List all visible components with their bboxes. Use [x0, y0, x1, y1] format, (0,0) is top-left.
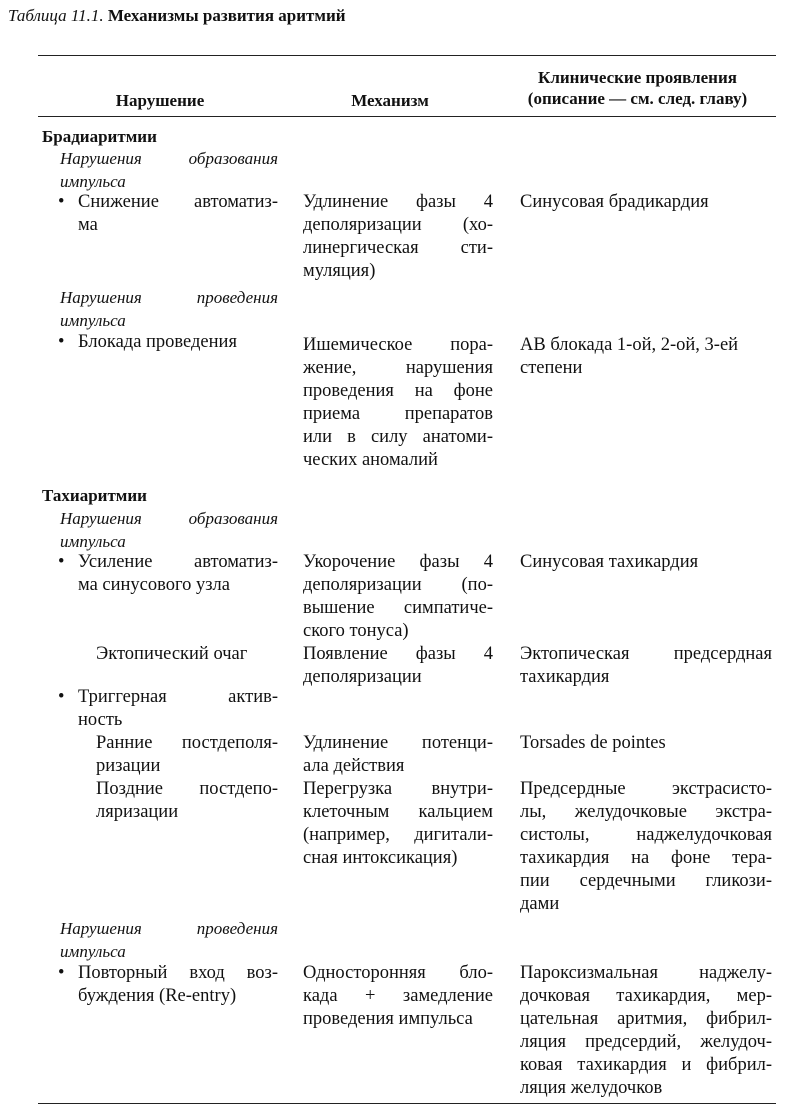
subsection-line: Нарушения образования	[60, 509, 278, 528]
mechanism-phase4-appearance	[303, 643, 493, 689]
disorder-triggered-activity	[78, 686, 278, 732]
mechanism-phase4-shortening	[303, 551, 493, 643]
text-line: сная интоксикация)	[303, 848, 458, 868]
text-line: приема препаратов	[303, 404, 493, 424]
text-line: (например, дигитали-	[303, 825, 493, 845]
header-clinical-line1: Клинические проявления	[538, 68, 737, 87]
text-line: клеточным кальцием	[303, 802, 493, 822]
text-line: вышение симпатиче-	[303, 598, 493, 618]
text-line: ляризации	[96, 802, 179, 822]
subsection-tachy-impulse-formation	[60, 507, 278, 553]
text-line: Блокада проведения	[78, 332, 237, 352]
disorder-reduced-automaticity	[78, 191, 278, 237]
text-line: Эктопический очаг	[96, 644, 248, 664]
text-line: АВ блокада 1-ой, 2-ой, 3-ей	[520, 335, 739, 355]
subsection-brady-impulse-formation	[60, 147, 278, 193]
text-line: дами	[520, 894, 560, 914]
text-line: проведения импульса	[303, 1009, 473, 1029]
text-line: деполяризации	[303, 667, 422, 687]
mechanism-action-potential-prolongation	[303, 732, 493, 778]
text-line: Снижение автоматиз-	[78, 192, 278, 212]
table-top-rule	[38, 55, 776, 56]
text-line: Предсердные экстрасисто-	[520, 779, 772, 799]
text-line: систолы, наджелудочковая	[520, 825, 772, 845]
clinical-av-block	[520, 334, 772, 380]
disorder-late-afterdepolarizations	[96, 778, 278, 824]
text-line: Эктопическая предсердная	[520, 644, 772, 664]
text-line: Ранние постдеполя-	[96, 733, 278, 753]
subsection-line: Нарушения проведения	[60, 919, 278, 938]
text-line: ляция предсердий, желудоч-	[520, 1032, 772, 1052]
section-tachyarrhythmias: Тахиаритмии	[42, 486, 147, 505]
text-line: Появление фазы 4	[303, 644, 493, 664]
text-line: лы, желудочковые экстра-	[520, 802, 772, 822]
text-line: проведения на фоне	[303, 381, 493, 401]
text-line: цательная аритмия, фибрил-	[520, 1009, 772, 1029]
section-bradyarrhythmias: Брадиаритмии	[42, 127, 157, 146]
text-line: пии сердечными гликози-	[520, 871, 772, 891]
text-line: или в силу анатоми-	[303, 427, 493, 447]
text-line: Односторонняя бло-	[303, 963, 493, 983]
text-line: деполяризации (по-	[303, 575, 493, 595]
text-line: Ишемическое пора-	[303, 335, 493, 355]
clinical-extrasystoles	[520, 778, 772, 916]
text-line: линергическая сти-	[303, 238, 493, 258]
text-line: Повторный вход воз-	[78, 963, 278, 983]
text-line: ма синусового узла	[78, 575, 231, 595]
header-clinical	[500, 67, 775, 109]
disorder-enhanced-automaticity	[78, 551, 278, 597]
text-line: тахикардия	[520, 667, 610, 687]
clinical-reentry-arrhythmias	[520, 962, 772, 1100]
clinical-sinus-bradycardia	[520, 191, 772, 214]
clinical-ectopic-atrial-tachycardia	[520, 643, 772, 689]
text-line: Укорочение фазы 4	[303, 552, 493, 572]
disorder-ectopic-focus	[96, 643, 278, 666]
subsection-line: импульса	[60, 532, 126, 551]
text-line: ковая тахикардия и фибрил-	[520, 1055, 772, 1075]
clinical-torsades	[520, 732, 772, 755]
table-number: Таблица 11.1.	[8, 6, 104, 25]
subsection-line: Нарушения образования	[60, 149, 278, 168]
subsection-line: импульса	[60, 172, 126, 191]
text-line: ского тонуса)	[303, 621, 409, 641]
text-line: Синусовая брадикардия	[520, 192, 709, 212]
header-rule	[38, 116, 776, 117]
disorder-conduction-block	[78, 331, 278, 354]
text-line: Пароксизмальная наджелу-	[520, 963, 772, 983]
header-mechanism: Механизм	[351, 91, 429, 110]
text-line: Триггерная актив-	[78, 687, 278, 707]
text-line: Удлинение потенци-	[303, 733, 493, 753]
text-line: Перегрузка внутри-	[303, 779, 493, 799]
text-line: тахикардия на фоне тера-	[520, 848, 772, 868]
subsection-line: Нарушения проведения	[60, 288, 278, 307]
text-line: када + замедление	[303, 986, 493, 1006]
text-line: Поздние постдепо-	[96, 779, 278, 799]
disorder-early-afterdepolarizations	[96, 732, 278, 778]
text-line: муляция)	[303, 261, 376, 281]
text-line: буждения (Re-entry)	[78, 986, 237, 1006]
mechanism-calcium-overload	[303, 778, 493, 870]
text-line: Усиление автоматиз-	[78, 552, 278, 572]
subsection-tachy-conduction	[60, 917, 278, 963]
text-line: жение, нарушения	[303, 358, 493, 378]
text-line: деполяризации (хо-	[303, 215, 493, 235]
subsection-line: импульса	[60, 942, 126, 961]
text-line: Torsades de pointes	[520, 733, 666, 753]
text-line: ность	[78, 710, 123, 730]
text-line: Синусовая тахикардия	[520, 552, 699, 572]
text-line: ляция желудочков	[520, 1078, 663, 1098]
mechanism-phase4-prolongation	[303, 191, 493, 283]
text-line: ческих аномалий	[303, 450, 438, 470]
text-line: дочковая тахикардия, мер-	[520, 986, 772, 1006]
mechanism-unidirectional-block	[303, 962, 493, 1031]
mechanism-ischemic-damage	[303, 334, 493, 472]
header-clinical-line2: (описание — см. след. главу)	[527, 89, 748, 108]
text-line: ризации	[96, 756, 161, 776]
table-caption	[8, 6, 346, 26]
table-bottom-rule	[38, 1103, 776, 1104]
text-line: ала действия	[303, 756, 405, 776]
clinical-sinus-tachycardia	[520, 551, 772, 574]
subsection-brady-conduction	[60, 286, 278, 332]
table-title: Механизмы развития аритмий	[107, 6, 346, 25]
text-line: Удлинение фазы 4	[303, 192, 493, 212]
subsection-line: импульса	[60, 311, 126, 330]
text-line: ма	[78, 215, 98, 235]
text-line: степени	[520, 358, 583, 378]
header-disorder: Нарушение	[115, 91, 205, 110]
disorder-reentry	[78, 962, 278, 1008]
